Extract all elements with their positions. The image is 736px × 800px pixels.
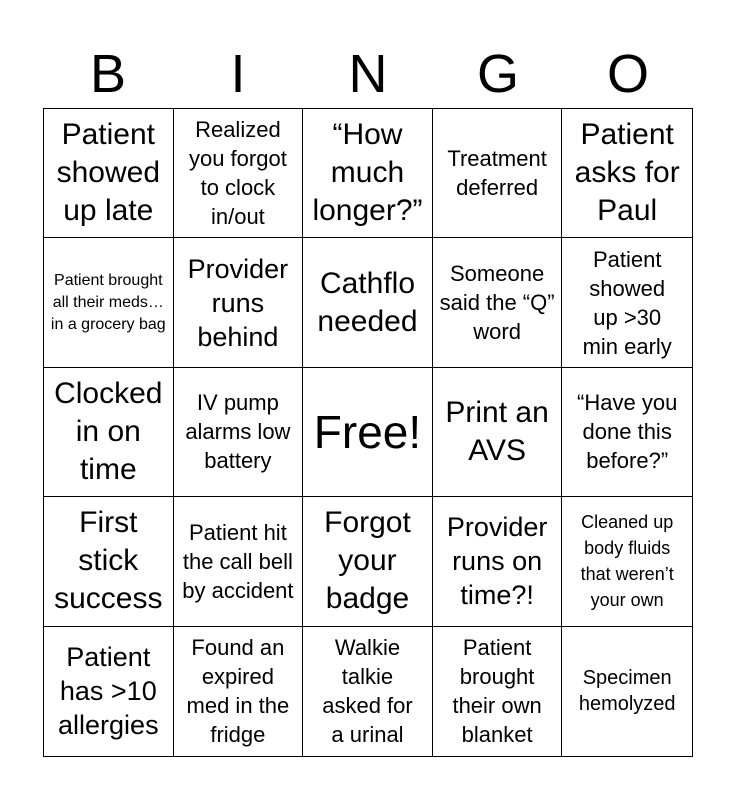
cell-text: IV pump alarms low battery bbox=[185, 390, 291, 474]
cell-text: Treatment deferred bbox=[447, 146, 547, 201]
bingo-cell-r5-c1[interactable] bbox=[44, 627, 174, 756]
bingo-cell-r5-c4[interactable] bbox=[433, 627, 563, 756]
bingo-cell-r5-c2[interactable] bbox=[174, 627, 304, 756]
bingo-header bbox=[43, 40, 693, 108]
bingo-cell-r4-c3[interactable] bbox=[303, 497, 433, 626]
cell-text: Found an expired med in the fridge bbox=[186, 635, 290, 748]
free-space: Free! bbox=[313, 405, 422, 458]
cell-text: Cathflo needed bbox=[317, 266, 418, 338]
bingo-cell-r3-c2[interactable] bbox=[174, 368, 304, 497]
cell-text: Patient brought all their meds… in a grocery bag bbox=[50, 271, 166, 333]
bingo-cell-r2-c5[interactable] bbox=[562, 238, 692, 367]
bingo-cell-r1-c1[interactable] bbox=[44, 109, 174, 238]
bingo-cell-r1-c3[interactable] bbox=[303, 109, 433, 238]
header-letter-b: B bbox=[89, 44, 127, 104]
bingo-cell-r4-c4[interactable] bbox=[433, 497, 563, 626]
cell-text: Patient asks for Paul bbox=[574, 118, 680, 228]
bingo-cell-r5-c5[interactable] bbox=[562, 627, 692, 756]
header-letter-g: G bbox=[476, 44, 519, 104]
bingo-cell-r3-c5[interactable] bbox=[562, 368, 692, 497]
cell-text: Provider runs behind bbox=[187, 253, 289, 352]
bingo-cell-r1-c4[interactable] bbox=[433, 109, 563, 238]
cell-text: First stick success bbox=[54, 506, 163, 616]
cell-text: Patient brought their own blanket bbox=[452, 635, 542, 748]
cell-text: Cleaned up body fluids that weren’t your own bbox=[580, 512, 674, 611]
cell-text: Provider runs on time?! bbox=[446, 512, 548, 611]
header-letter-n: N bbox=[348, 44, 388, 104]
cell-text: Patient hit the call bell by accident bbox=[182, 519, 294, 603]
bingo-cell-r2-c4[interactable] bbox=[433, 238, 563, 367]
cell-text: Print an AVS bbox=[445, 395, 549, 467]
header-letter-o: O bbox=[606, 44, 649, 104]
header-letter-i: I bbox=[230, 44, 246, 104]
bingo-cell-r3-c3[interactable] bbox=[303, 368, 433, 497]
cell-text: Patient has >10 allergies bbox=[58, 642, 159, 741]
cell-text: Realized you forgot to clock in/out bbox=[188, 117, 287, 230]
bingo-cell-r3-c4[interactable] bbox=[433, 368, 563, 497]
bingo-cell-r2-c2[interactable] bbox=[174, 238, 304, 367]
cell-text: Someone said the “Q” word bbox=[439, 261, 555, 345]
bingo-cell-r4-c1[interactable] bbox=[44, 497, 174, 626]
bingo-cell-r3-c1[interactable] bbox=[44, 368, 174, 497]
bingo-cell-r1-c2[interactable] bbox=[174, 109, 304, 238]
bingo-cell-r5-c3[interactable] bbox=[303, 627, 433, 756]
cell-text: Specimen hemolyzed bbox=[578, 667, 676, 716]
bingo-cell-r2-c1[interactable] bbox=[44, 238, 174, 367]
bingo-cell-r1-c5[interactable] bbox=[562, 109, 692, 238]
bingo-cell-r2-c3[interactable] bbox=[303, 238, 433, 367]
cell-text: “Have you done this before?” bbox=[577, 390, 678, 474]
bingo-cell-r4-c2[interactable] bbox=[174, 497, 304, 626]
cell-text: Forgot your badge bbox=[324, 506, 411, 616]
cell-text: “How much longer?” bbox=[312, 118, 423, 228]
cell-text: Patient showed up late bbox=[56, 118, 160, 228]
cell-text: Walkie talkie asked for a urinal bbox=[322, 635, 413, 748]
cell-text: Patient showed up >30 min early bbox=[582, 246, 672, 359]
bingo-grid bbox=[43, 108, 693, 757]
cell-text: Clocked in on time bbox=[54, 376, 163, 486]
bingo-cell-r4-c5[interactable] bbox=[562, 497, 692, 626]
